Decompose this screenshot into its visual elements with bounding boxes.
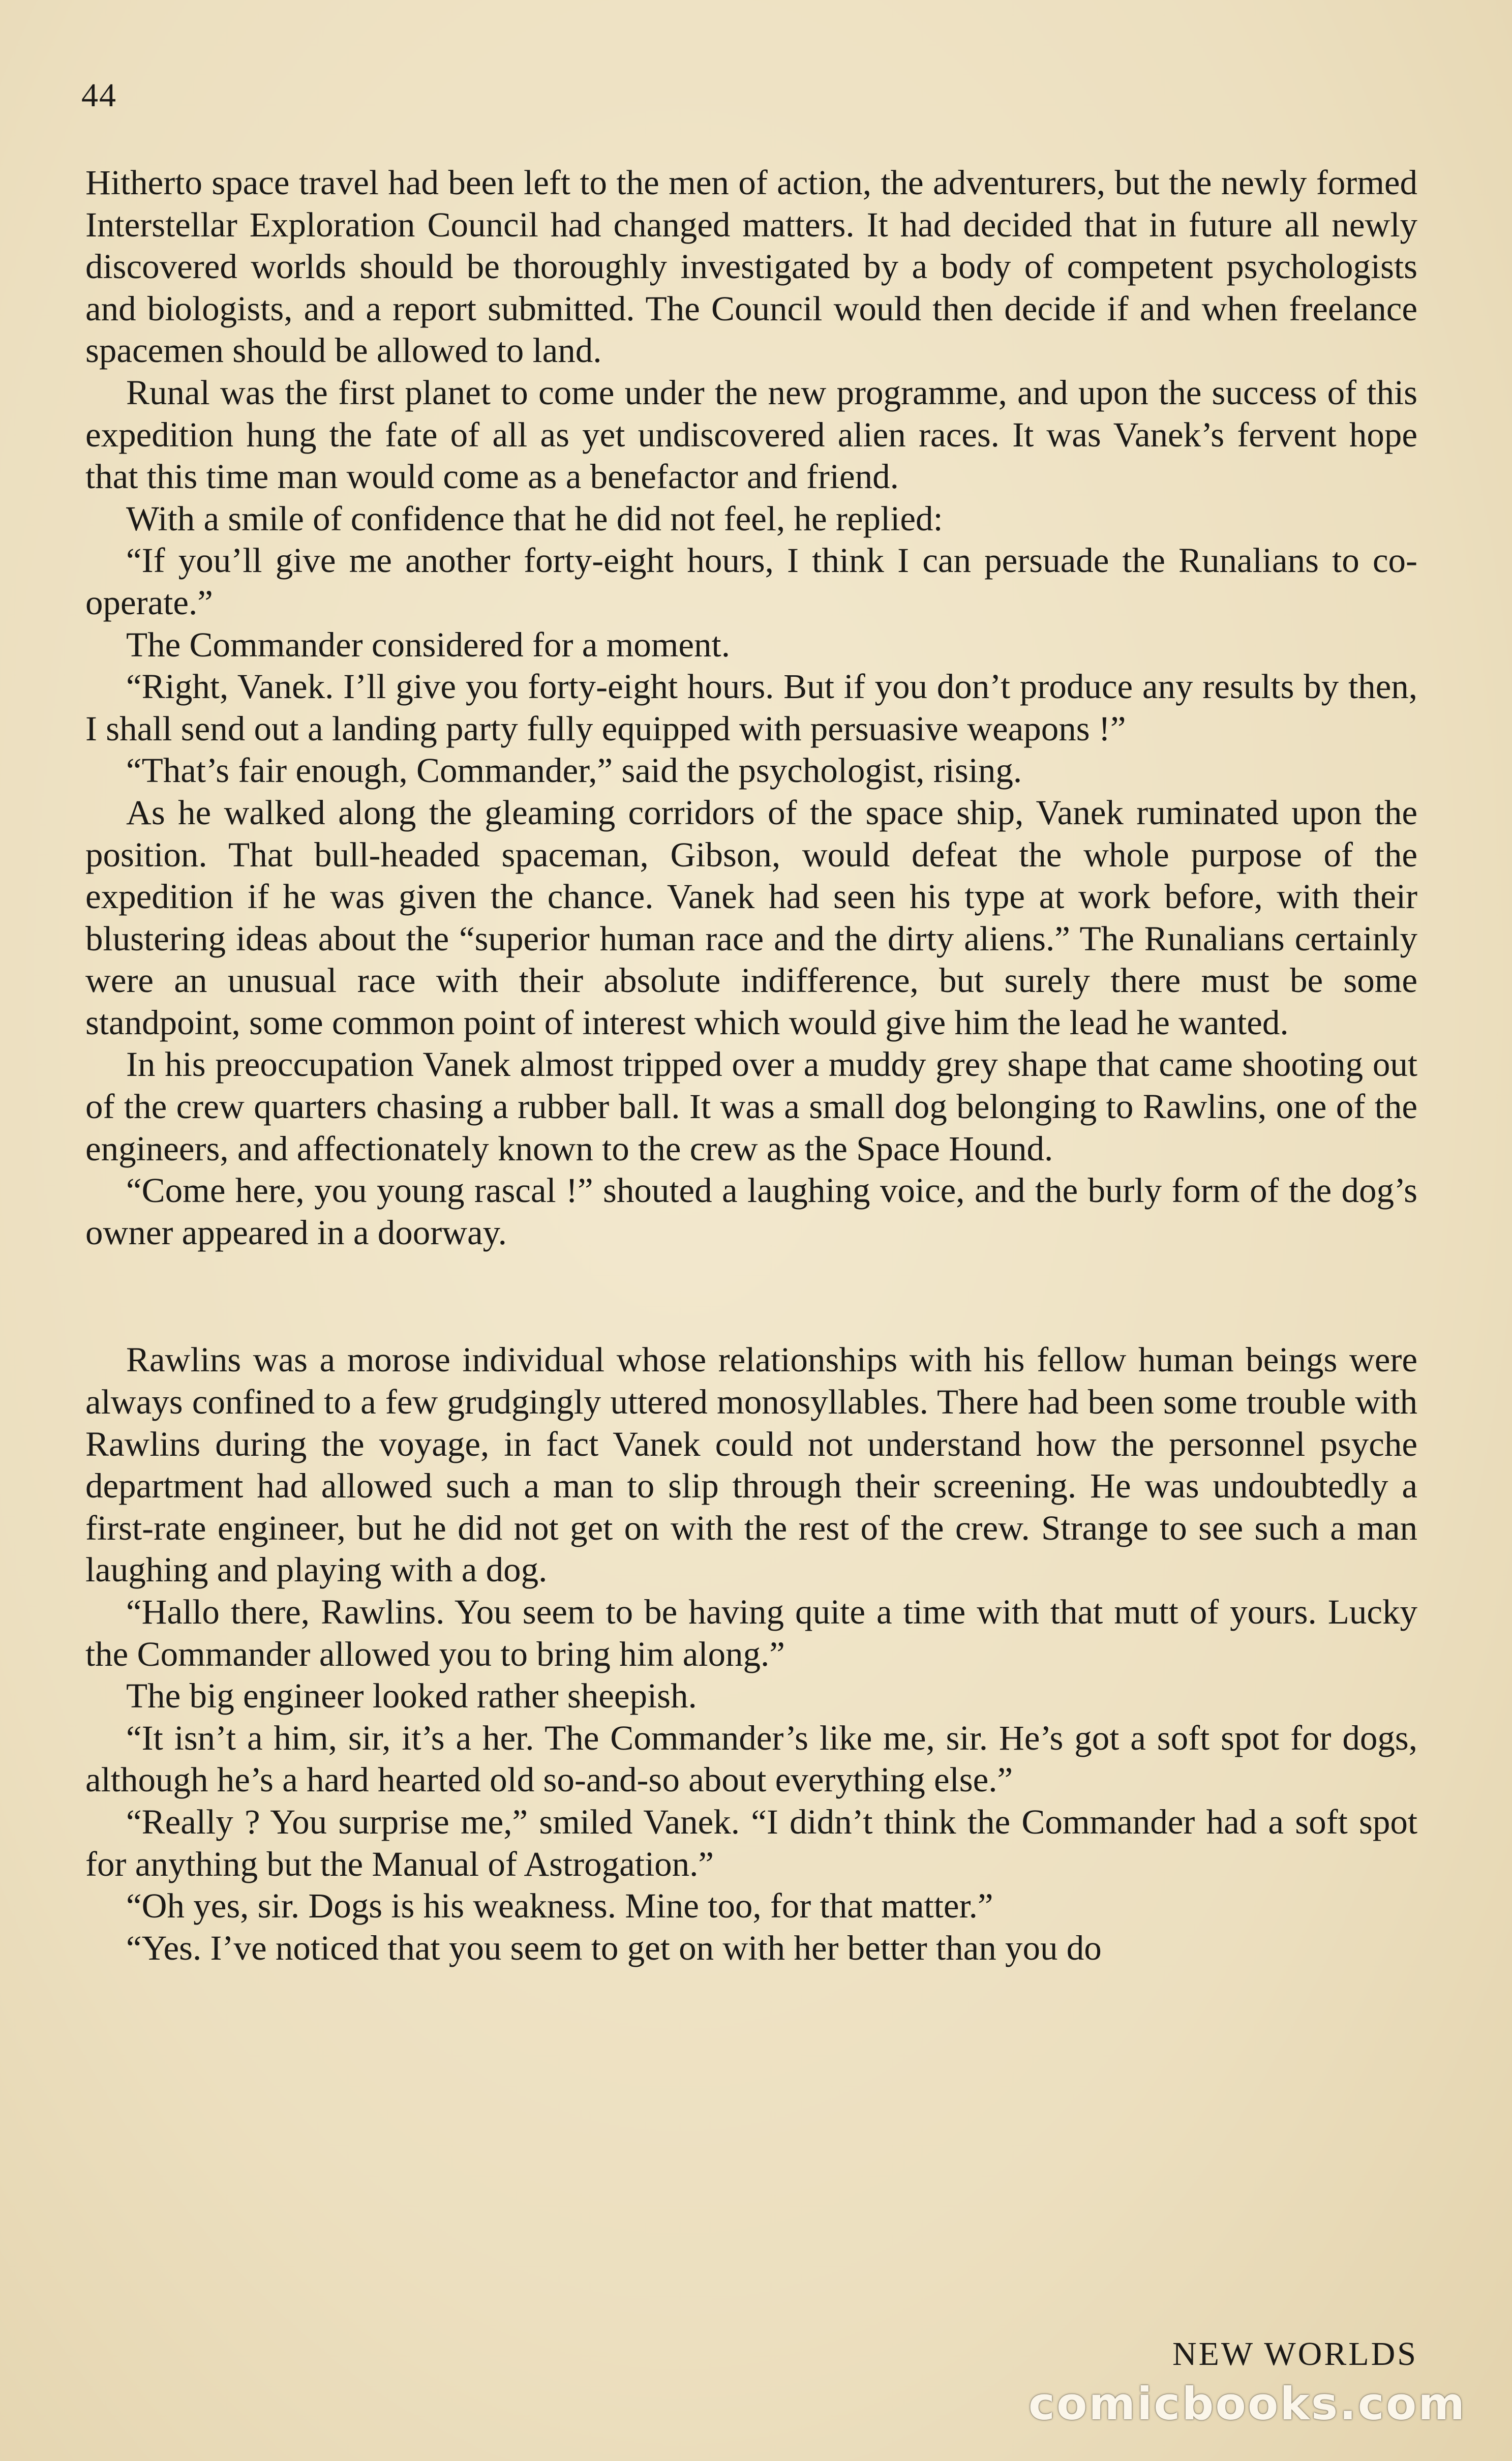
- paragraph: The big engineer looked rather sheepish.: [126, 1676, 697, 1716]
- paragraph: In his preoccupation Vanek almost tripped over a muddy grey shape that came shooting out of the crew quarters chasing a rubber ball. It was a small dog belonging to Rawlins, one of the engineers, and affectionately known to the crew as the Space Hound.: [85, 1045, 1417, 1168]
- paragraph: “Yes. I’ve noticed that you seem to get on with her better than you do: [126, 1928, 1102, 1967]
- paragraph: As he walked along the gleaming corridors of the space ship, Vanek ruminated upon the position. That bull-headed spaceman, Gibson, would defeat the whole purpose of the expedition if he was given the chance. Vanek had seen his type at work before, with their blustering ideas about the “superior human race and the dirty aliens.” The Runalians certainly were an unusual race with their absolute indifference, but surely there must be some standpoint, some common point of interest which would give him the lead he wanted.: [85, 793, 1417, 1042]
- text-section-1: [85, 162, 1417, 1253]
- body-text: [85, 162, 1417, 1969]
- paragraph: Hitherto space travel had been left to the men of action, the adventurers, but the newly formed Interstellar Exploration Council had changed matters. It had decided that in future all newly discovered worlds should be thoroughly investigated by a body of competent psychologists and biologists, and a report submitted. The Council would then decide if and when freelance spacemen should be allowed to land.: [85, 163, 1417, 370]
- paragraph: “It isn’t a him, sir, it’s a her. The Commander’s like me, sir. He’s got a soft spot for dogs, although he’s a hard hearted old so-and-so about everything else.”: [85, 1718, 1417, 1799]
- paragraph: “Hallo there, Rawlins. You seem to be having quite a time with that mutt of yours. Lucky the Commander allowed you to bring him along.”: [85, 1593, 1417, 1673]
- paragraph: “Really ? You surprise me,” smiled Vanek. “I didn’t think the Commander had a soft spot for anything but the Manual of Astrogation.”: [85, 1802, 1417, 1883]
- paragraph: Runal was the first planet to come under the new programme, and upon the success of this expedition hung the fate of all as yet undiscovered alien races. It was Vanek’s fervent hope that this time man would come as a benefactor and friend.: [85, 373, 1417, 496]
- text-section-2: [85, 1339, 1417, 1969]
- paragraph: “Come here, you young rascal !” shouted a laughing voice, and the burly form of the dog’s owner appeared in a doorway.: [85, 1171, 1417, 1252]
- paragraph: “Oh yes, sir. Dogs is his weakness. Mine too, for that matter.”: [126, 1886, 993, 1926]
- paragraph: “That’s fair enough, Commander,” said the psychologist, rising.: [126, 751, 1022, 790]
- paragraph: Rawlins was a morose individual whose relationships with his fellow human beings were always confined to a few grudgingly uttered monosyllables. There had been some trouble with Rawlins during the voyage, in fact Vanek could not understand how the personnel psyche department had allowed such a man to slip through their screening. He was undoubtedly a first-rate engineer, but he did not get on with the rest of the crew. Strange to see such a man laughing and playing with a dog.: [85, 1340, 1417, 1589]
- paragraph: “Right, Vanek. I’ll give you forty-eight hours. But if you don’t produce any results by then, I shall send out a landing party fully equipped with persuasive weapons !”: [85, 667, 1417, 748]
- page-number: 44: [81, 77, 117, 114]
- footer-magazine-title: NEW WORLDS: [1172, 2335, 1418, 2373]
- watermark: comicbooks.com: [1028, 2378, 1466, 2430]
- paragraph: The Commander considered for a moment.: [126, 625, 730, 664]
- paragraph: “If you’ll give me another forty-eight hours, I think I can persuade the Runalians to co-operate.”: [85, 541, 1417, 622]
- paragraph: With a smile of confidence that he did not feel, he replied:: [126, 499, 943, 538]
